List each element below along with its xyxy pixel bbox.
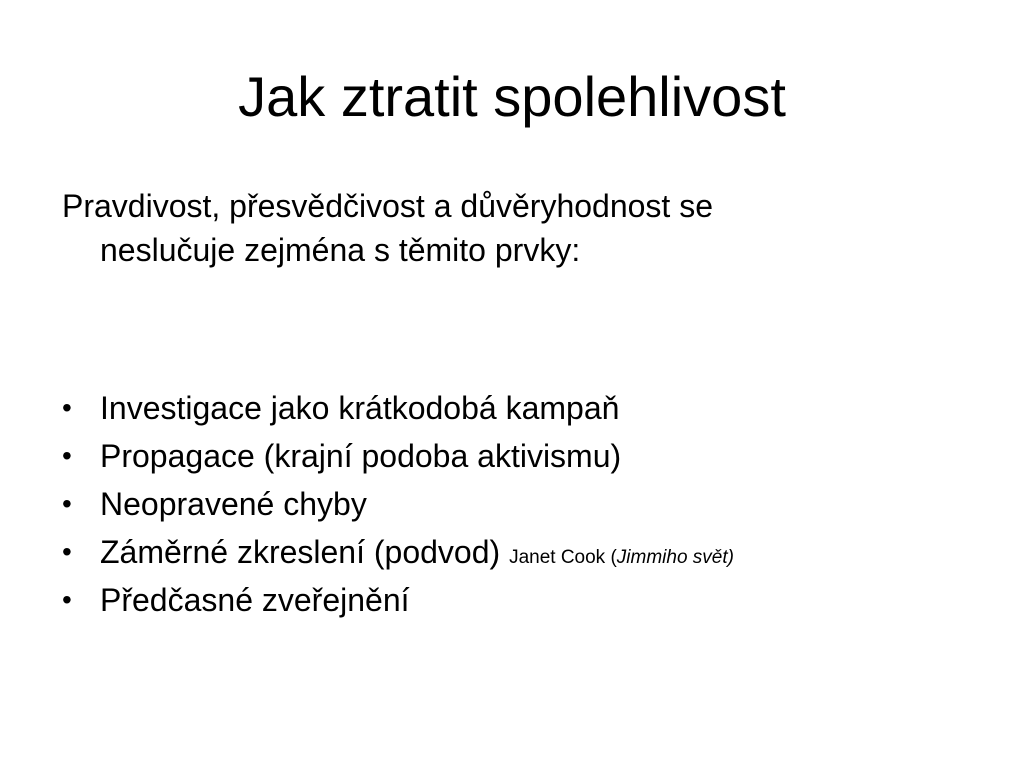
bullet-text: Neopravené chyby [100,486,367,522]
bullet-text: Záměrné zkreslení (podvod) [100,534,501,570]
bullet-item-neopravene-chyby [62,480,962,528]
bullet-dot: • [62,440,72,471]
bullet-list [62,384,962,624]
intro-line-1: Pravdivost, přesvědčivost a důvěryhodnost se [62,188,713,224]
bullet-note-work: Jimmiho svět) [616,547,734,568]
slide-title: Jak ztratit spolehlivost [238,65,786,128]
bullet-dot: • [62,488,72,519]
bullet-dot: • [62,584,72,615]
intro-line-2: neslučuje zejména s těmito prvky: [100,232,581,268]
bullet-dot: • [62,392,72,423]
intro-paragraph [62,184,942,272]
bullet-item-zamerne-zkresleni [62,528,962,576]
bullet-item-investigace [62,384,962,432]
bullet-item-propagace [62,432,962,480]
bullet-text: Propagace (krajní podoba aktivismu) [100,438,622,474]
bullet-text: Předčasné zveřejnění [100,582,410,618]
bullet-note [509,547,734,568]
bullet-note-author: Janet Cook ( [509,547,617,568]
bullet-dot: • [62,536,72,567]
bullet-item-predcasne-zverejneni [62,576,962,624]
bullet-text: Investigace jako krátkodobá kampaň [100,390,620,426]
